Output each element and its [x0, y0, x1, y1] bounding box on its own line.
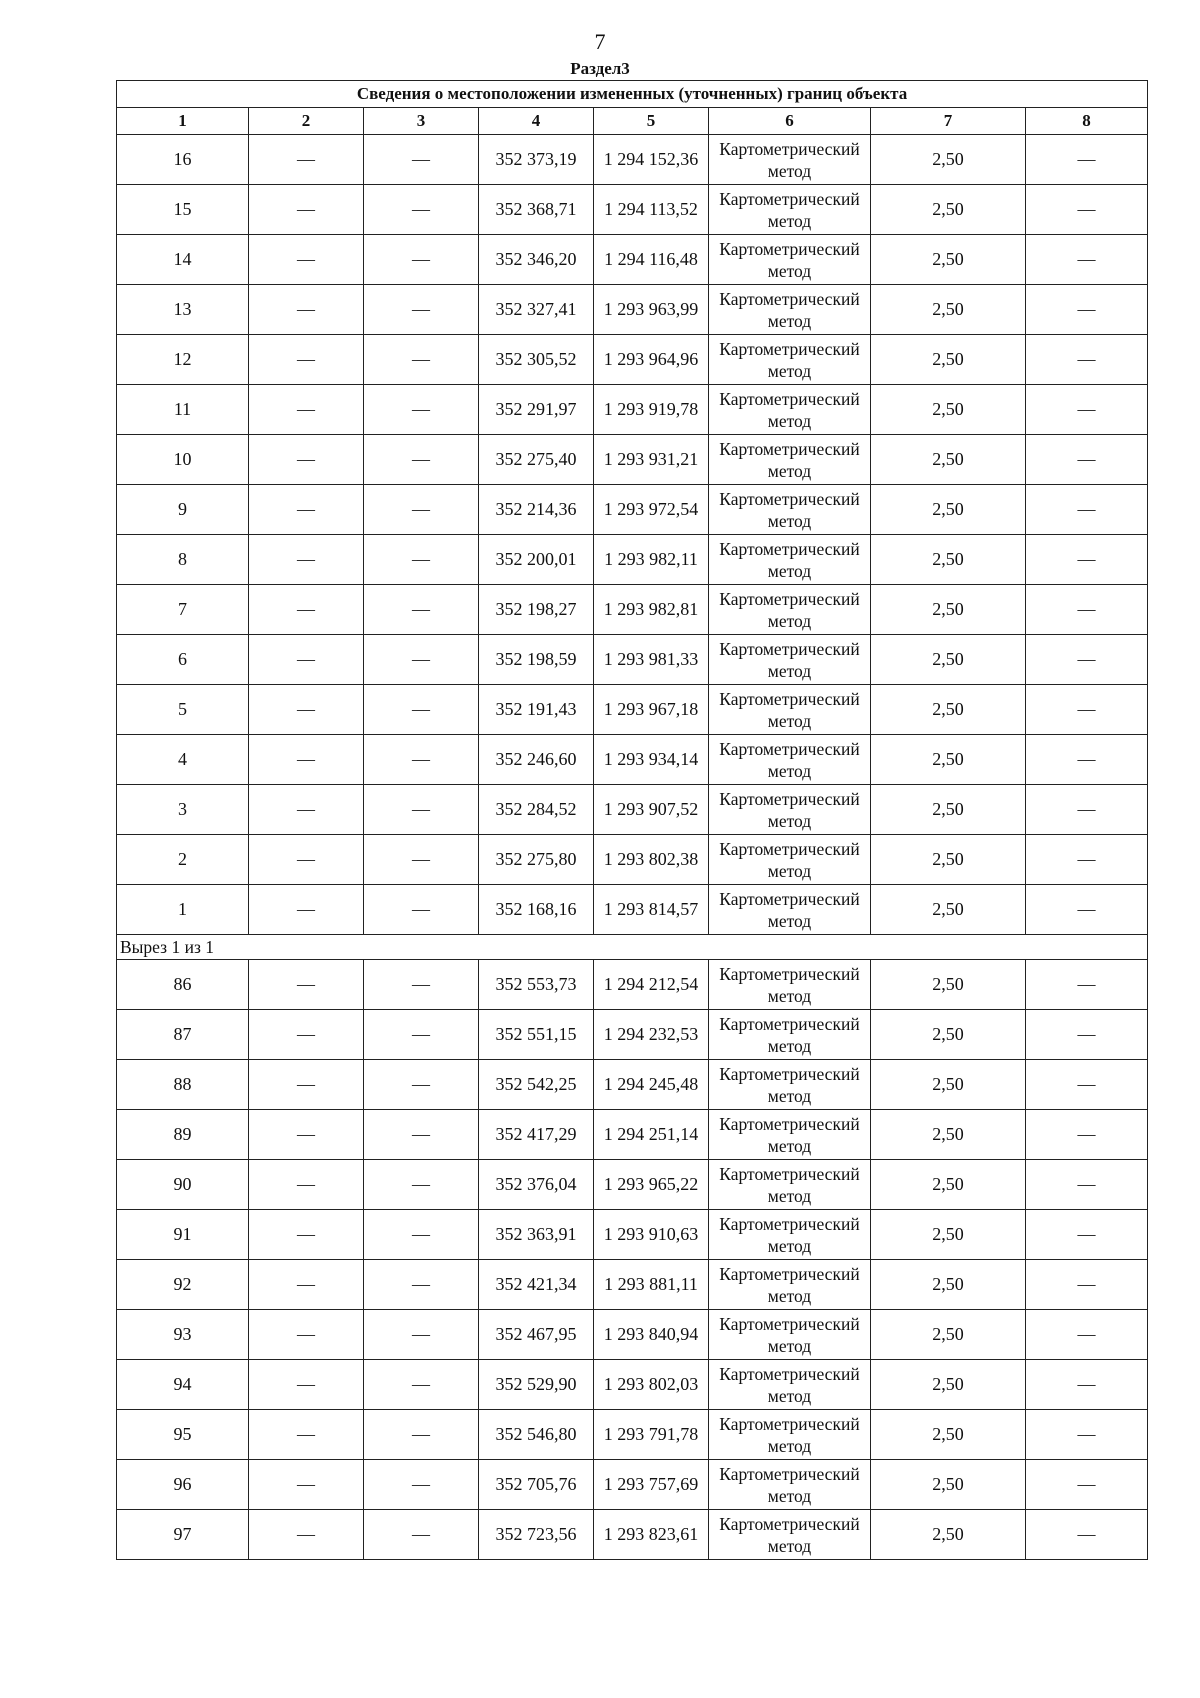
table-row [117, 835, 1148, 885]
table-cell-col-5: 1 293 840,94 [594, 1310, 709, 1360]
column-header-2: 2 [249, 108, 364, 135]
table-cell-col-3: — [364, 735, 479, 785]
table-cell-col-8: — [1026, 1110, 1148, 1160]
table-cell-col-4: 352 553,73 [479, 960, 594, 1010]
table-cell-col-6: Картометрический метод [709, 1410, 871, 1460]
table-cell-col-7: 2,50 [871, 1460, 1026, 1510]
table-cell-col-4: 352 327,41 [479, 285, 594, 335]
table-cell-col-4: 352 291,97 [479, 385, 594, 435]
table-cell-col-3: — [364, 1360, 479, 1410]
table-cell-col-5: 1 294 245,48 [594, 1060, 709, 1110]
table-cell-col-7: 2,50 [871, 535, 1026, 585]
table-cell-col-8: — [1026, 735, 1148, 785]
table-cell-col-4: 352 723,56 [479, 1510, 594, 1560]
table-cell-col-6: Картометрический метод [709, 885, 871, 935]
table-cell-col-3: — [364, 1260, 479, 1310]
table-cell-col-8: — [1026, 385, 1148, 435]
table-cell-col-1: 14 [117, 235, 249, 285]
table-cell-col-6: Картометрический метод [709, 685, 871, 735]
table-cell-col-1: 11 [117, 385, 249, 435]
table-cell-col-3: — [364, 635, 479, 685]
table-body [117, 135, 1148, 1560]
table-cell-col-2: — [249, 685, 364, 735]
table-cell-col-6: Картометрический метод [709, 135, 871, 185]
table-cell-col-5: 1 293 965,22 [594, 1160, 709, 1210]
table-row [117, 1460, 1148, 1510]
table-cell-col-1: 4 [117, 735, 249, 785]
table-cell-col-7: 2,50 [871, 485, 1026, 535]
table-row [117, 1410, 1148, 1460]
table-cell-col-8: — [1026, 335, 1148, 385]
table-cell-col-3: — [364, 1110, 479, 1160]
table-cell-col-1: 2 [117, 835, 249, 885]
table-cell-col-3: — [364, 1460, 479, 1510]
table-cell-col-7: 2,50 [871, 1110, 1026, 1160]
table-cell-col-8: — [1026, 1460, 1148, 1510]
table-cell-col-1: 8 [117, 535, 249, 585]
column-header-5: 5 [594, 108, 709, 135]
column-header-1: 1 [117, 108, 249, 135]
table-cell-col-5: 1 293 934,14 [594, 735, 709, 785]
table-cell-col-8: — [1026, 785, 1148, 835]
table-row [117, 735, 1148, 785]
table-cell-col-6: Картометрический метод [709, 1010, 871, 1060]
table-cell-col-3: — [364, 135, 479, 185]
table-cell-col-2: — [249, 1010, 364, 1060]
table-cell-col-4: 352 214,36 [479, 485, 594, 535]
table-cell-col-7: 2,50 [871, 685, 1026, 735]
table-cell-col-4: 352 546,80 [479, 1410, 594, 1460]
table-cell-col-7: 2,50 [871, 135, 1026, 185]
table-cell-col-4: 352 363,91 [479, 1210, 594, 1260]
table-cell-col-3: — [364, 235, 479, 285]
table-cell-col-6: Картометрический метод [709, 1460, 871, 1510]
table-cell-col-8: — [1026, 835, 1148, 885]
table-cell-col-1: 3 [117, 785, 249, 835]
table-cell-col-8: — [1026, 185, 1148, 235]
table-cell-col-2: — [249, 1110, 364, 1160]
table-row [117, 1010, 1148, 1060]
table-cell-col-7: 2,50 [871, 785, 1026, 835]
table-cell-col-8: — [1026, 535, 1148, 585]
table-cell-col-4: 352 198,59 [479, 635, 594, 685]
table-cell-col-7: 2,50 [871, 1510, 1026, 1560]
table-cell-col-6: Картометрический метод [709, 385, 871, 435]
table-cell-col-6: Картометрический метод [709, 235, 871, 285]
table-cell-col-4: 352 376,04 [479, 1160, 594, 1210]
table-cell-col-3: — [364, 585, 479, 635]
contour-separator-row [117, 935, 1148, 960]
table-cell-col-5: 1 293 931,21 [594, 435, 709, 485]
table-cell-col-2: — [249, 885, 364, 935]
table-cell-col-2: — [249, 1410, 364, 1460]
table-cell-col-5: 1 293 907,52 [594, 785, 709, 835]
table-row [117, 585, 1148, 635]
table-cell-col-2: — [249, 485, 364, 535]
table-cell-col-4: 352 275,40 [479, 435, 594, 485]
table-cell-col-1: 95 [117, 1410, 249, 1460]
table-cell-col-7: 2,50 [871, 885, 1026, 935]
table-cell-col-7: 2,50 [871, 960, 1026, 1010]
table-cell-col-3: — [364, 685, 479, 735]
table-cell-col-3: — [364, 185, 479, 235]
table-cell-col-5: 1 293 967,18 [594, 685, 709, 735]
table-cell-col-6: Картометрический метод [709, 185, 871, 235]
table-cell-col-1: 12 [117, 335, 249, 385]
table-cell-col-6: Картометрический метод [709, 785, 871, 835]
table-cell-col-2: — [249, 1260, 364, 1310]
table-cell-col-3: — [364, 435, 479, 485]
table-cell-col-2: — [249, 835, 364, 885]
table-cell-col-2: — [249, 1510, 364, 1560]
table-cell-col-6: Картометрический метод [709, 1160, 871, 1210]
table-cell-col-4: 352 421,34 [479, 1260, 594, 1310]
table-cell-col-4: 352 198,27 [479, 585, 594, 635]
table-row [117, 685, 1148, 735]
table-cell-col-2: — [249, 1460, 364, 1510]
table-cell-col-4: 352 346,20 [479, 235, 594, 285]
table-cell-col-4: 352 551,15 [479, 1010, 594, 1060]
table-cell-col-8: — [1026, 135, 1148, 185]
table-cell-col-6: Картометрический метод [709, 735, 871, 785]
table-cell-col-1: 91 [117, 1210, 249, 1260]
table-cell-col-3: — [364, 285, 479, 335]
section-title: Раздел3 [570, 59, 630, 78]
table-cell-col-4: 352 529,90 [479, 1360, 594, 1410]
table-cell-col-4: 352 705,76 [479, 1460, 594, 1510]
table-cell-col-1: 89 [117, 1110, 249, 1160]
table-cell-col-6: Картометрический метод [709, 835, 871, 885]
table-cell-col-5: 1 294 251,14 [594, 1110, 709, 1160]
table-cell-col-8: — [1026, 960, 1148, 1010]
table-cell-col-7: 2,50 [871, 1310, 1026, 1360]
table-cell-col-5: 1 293 802,03 [594, 1360, 709, 1410]
table-cell-col-1: 90 [117, 1160, 249, 1210]
table-cell-col-8: — [1026, 1060, 1148, 1110]
table-cell-col-6: Картометрический метод [709, 960, 871, 1010]
table-cell-col-8: — [1026, 1010, 1148, 1060]
table-row [117, 1060, 1148, 1110]
table-cell-col-1: 10 [117, 435, 249, 485]
table-cell-col-5: 1 293 757,69 [594, 1460, 709, 1510]
boundary-coordinates-table [116, 80, 1148, 1560]
table-row [117, 235, 1148, 285]
column-header-8: 8 [1026, 108, 1148, 135]
table-cell-col-1: 92 [117, 1260, 249, 1310]
table-row [117, 960, 1148, 1010]
table-cell-col-4: 352 191,43 [479, 685, 594, 735]
contour-label: Вырез 1 из 1 [117, 935, 1148, 960]
table-cell-col-5: 1 294 152,36 [594, 135, 709, 185]
table-cell-col-1: 1 [117, 885, 249, 935]
table-cell-col-3: — [364, 835, 479, 885]
table-cell-col-2: — [249, 785, 364, 835]
table-cell-col-8: — [1026, 285, 1148, 335]
table-row [117, 785, 1148, 835]
table-cell-col-3: — [364, 1410, 479, 1460]
table-cell-col-7: 2,50 [871, 585, 1026, 635]
table-cell-col-3: — [364, 335, 479, 385]
table-cell-col-4: 352 373,19 [479, 135, 594, 185]
table-cell-col-7: 2,50 [871, 335, 1026, 385]
table-row [117, 1310, 1148, 1360]
table-cell-col-7: 2,50 [871, 1010, 1026, 1060]
table-cell-col-7: 2,50 [871, 1060, 1026, 1110]
table-cell-col-6: Картометрический метод [709, 285, 871, 335]
table-cell-col-7: 2,50 [871, 185, 1026, 235]
column-header-6: 6 [709, 108, 871, 135]
column-header-4: 4 [479, 108, 594, 135]
table-row [117, 385, 1148, 435]
table-row [117, 885, 1148, 935]
table-cell-col-3: — [364, 960, 479, 1010]
table-cell-col-5: 1 293 982,11 [594, 535, 709, 585]
table-cell-col-1: 96 [117, 1460, 249, 1510]
table-cell-col-8: — [1026, 635, 1148, 685]
table-cell-col-5: 1 293 802,38 [594, 835, 709, 885]
table-cell-col-2: — [249, 335, 364, 385]
table-cell-col-6: Картометрический метод [709, 1360, 871, 1410]
table-cell-col-6: Картометрический метод [709, 1510, 871, 1560]
table-cell-col-8: — [1026, 485, 1148, 535]
table-cell-col-1: 88 [117, 1060, 249, 1110]
table-cell-col-8: — [1026, 1360, 1148, 1410]
column-header-3: 3 [364, 108, 479, 135]
table-cell-col-5: 1 293 981,33 [594, 635, 709, 685]
table-row [117, 1210, 1148, 1260]
table-cell-col-4: 352 417,29 [479, 1110, 594, 1160]
table-cell-col-2: — [249, 385, 364, 435]
table-cell-col-2: — [249, 435, 364, 485]
table-cell-col-6: Картометрический метод [709, 485, 871, 535]
table-cell-col-3: — [364, 1510, 479, 1560]
table-cell-col-6: Картометрический метод [709, 535, 871, 585]
table-cell-col-8: — [1026, 1260, 1148, 1310]
table-cell-col-7: 2,50 [871, 235, 1026, 285]
table-cell-col-3: — [364, 1210, 479, 1260]
table-cell-col-5: 1 294 232,53 [594, 1010, 709, 1060]
column-header-7: 7 [871, 108, 1026, 135]
table-row [117, 435, 1148, 485]
table-cell-col-5: 1 294 212,54 [594, 960, 709, 1010]
table-cell-col-2: — [249, 1160, 364, 1210]
table-cell-col-6: Картометрический метод [709, 1210, 871, 1260]
table-row [117, 1110, 1148, 1160]
table-cell-col-5: 1 293 964,96 [594, 335, 709, 385]
table-cell-col-5: 1 293 823,61 [594, 1510, 709, 1560]
table-cell-col-7: 2,50 [871, 385, 1026, 435]
table-cell-col-2: — [249, 285, 364, 335]
table-cell-col-6: Картометрический метод [709, 1310, 871, 1360]
table-cell-col-1: 93 [117, 1310, 249, 1360]
table-cell-col-1: 15 [117, 185, 249, 235]
table-cell-col-2: — [249, 535, 364, 585]
table-cell-col-1: 9 [117, 485, 249, 535]
table-cell-col-2: — [249, 235, 364, 285]
table-row [117, 1160, 1148, 1210]
table-cell-col-5: 1 293 982,81 [594, 585, 709, 635]
table-cell-col-1: 13 [117, 285, 249, 335]
table-cell-col-7: 2,50 [871, 735, 1026, 785]
table-cell-col-6: Картометрический метод [709, 1060, 871, 1110]
table-row [117, 185, 1148, 235]
table-cell-col-5: 1 294 116,48 [594, 235, 709, 285]
table-cell-col-8: — [1026, 1210, 1148, 1260]
table-cell-col-7: 2,50 [871, 835, 1026, 885]
table-row [117, 1360, 1148, 1410]
table-cell-col-4: 352 200,01 [479, 535, 594, 585]
table-cell-col-3: — [364, 385, 479, 435]
table-cell-col-8: — [1026, 1510, 1148, 1560]
table-cell-col-2: — [249, 135, 364, 185]
table-cell-col-8: — [1026, 235, 1148, 285]
table-cell-col-2: — [249, 960, 364, 1010]
table-cell-col-8: — [1026, 1410, 1148, 1460]
table-cell-col-6: Картометрический метод [709, 585, 871, 635]
table-cell-col-5: 1 293 881,11 [594, 1260, 709, 1310]
table-cell-col-7: 2,50 [871, 435, 1026, 485]
table-row [117, 1510, 1148, 1560]
table-cell-col-4: 352 246,60 [479, 735, 594, 785]
table-cell-col-1: 86 [117, 960, 249, 1010]
table-cell-col-5: 1 293 910,63 [594, 1210, 709, 1260]
table-row [117, 635, 1148, 685]
table-cell-col-4: 352 305,52 [479, 335, 594, 385]
table-cell-col-3: — [364, 1010, 479, 1060]
table-cell-col-2: — [249, 1210, 364, 1260]
table-cell-col-6: Картометрический метод [709, 635, 871, 685]
table-row [117, 335, 1148, 385]
table-cell-col-3: — [364, 885, 479, 935]
table-cell-col-1: 97 [117, 1510, 249, 1560]
table-cell-col-5: 1 293 814,57 [594, 885, 709, 935]
table-cell-col-6: Картометрический метод [709, 435, 871, 485]
table-cell-col-1: 16 [117, 135, 249, 185]
table-cell-col-8: — [1026, 1160, 1148, 1210]
table-cell-col-3: — [364, 1060, 479, 1110]
table-cell-col-3: — [364, 785, 479, 835]
table-cell-col-7: 2,50 [871, 1160, 1026, 1210]
table-cell-col-8: — [1026, 435, 1148, 485]
table-cell-col-5: 1 293 963,99 [594, 285, 709, 335]
table-cell-col-2: — [249, 1360, 364, 1410]
table-cell-col-4: 352 284,52 [479, 785, 594, 835]
column-header-row [117, 108, 1148, 135]
table-cell-col-8: — [1026, 685, 1148, 735]
table-cell-col-2: — [249, 585, 364, 635]
table-cell-col-8: — [1026, 1310, 1148, 1360]
table-cell-col-5: 1 293 919,78 [594, 385, 709, 435]
table-cell-col-3: — [364, 535, 479, 585]
table-cell-col-3: — [364, 485, 479, 535]
table-cell-col-4: 352 168,16 [479, 885, 594, 935]
table-row [117, 1260, 1148, 1310]
table-cell-col-7: 2,50 [871, 1210, 1026, 1260]
table-cell-col-7: 2,50 [871, 1260, 1026, 1310]
table-cell-col-6: Картометрический метод [709, 1110, 871, 1160]
table-cell-col-1: 6 [117, 635, 249, 685]
table-cell-col-1: 7 [117, 585, 249, 635]
table-cell-col-4: 352 467,95 [479, 1310, 594, 1360]
table-cell-col-7: 2,50 [871, 1360, 1026, 1410]
table-caption: Сведения о местоположении измененных (уточненных) границ объекта [117, 81, 1148, 108]
table-cell-col-6: Картометрический метод [709, 335, 871, 385]
table-cell-col-6: Картометрический метод [709, 1260, 871, 1310]
table-cell-col-1: 87 [117, 1010, 249, 1060]
table-cell-col-4: 352 542,25 [479, 1060, 594, 1110]
table-row [117, 485, 1148, 535]
table-cell-col-1: 5 [117, 685, 249, 735]
table-cell-col-8: — [1026, 885, 1148, 935]
table-cell-col-4: 352 275,80 [479, 835, 594, 885]
table-cell-col-7: 2,50 [871, 635, 1026, 685]
table-row [117, 535, 1148, 585]
table-cell-col-2: — [249, 1310, 364, 1360]
table-row [117, 285, 1148, 335]
table-cell-col-8: — [1026, 585, 1148, 635]
table-cell-col-5: 1 294 113,52 [594, 185, 709, 235]
table-cell-col-2: — [249, 185, 364, 235]
table-cell-col-4: 352 368,71 [479, 185, 594, 235]
page-number: 7 [594, 29, 606, 54]
table-cell-col-2: — [249, 735, 364, 785]
table-cell-col-1: 94 [117, 1360, 249, 1410]
table-cell-col-3: — [364, 1160, 479, 1210]
table-cell-col-2: — [249, 1060, 364, 1110]
table-row [117, 135, 1148, 185]
table-cell-col-7: 2,50 [871, 1410, 1026, 1460]
table-cell-col-5: 1 293 791,78 [594, 1410, 709, 1460]
table-cell-col-5: 1 293 972,54 [594, 485, 709, 535]
table-cell-col-7: 2,50 [871, 285, 1026, 335]
table-cell-col-2: — [249, 635, 364, 685]
table-cell-col-3: — [364, 1310, 479, 1360]
